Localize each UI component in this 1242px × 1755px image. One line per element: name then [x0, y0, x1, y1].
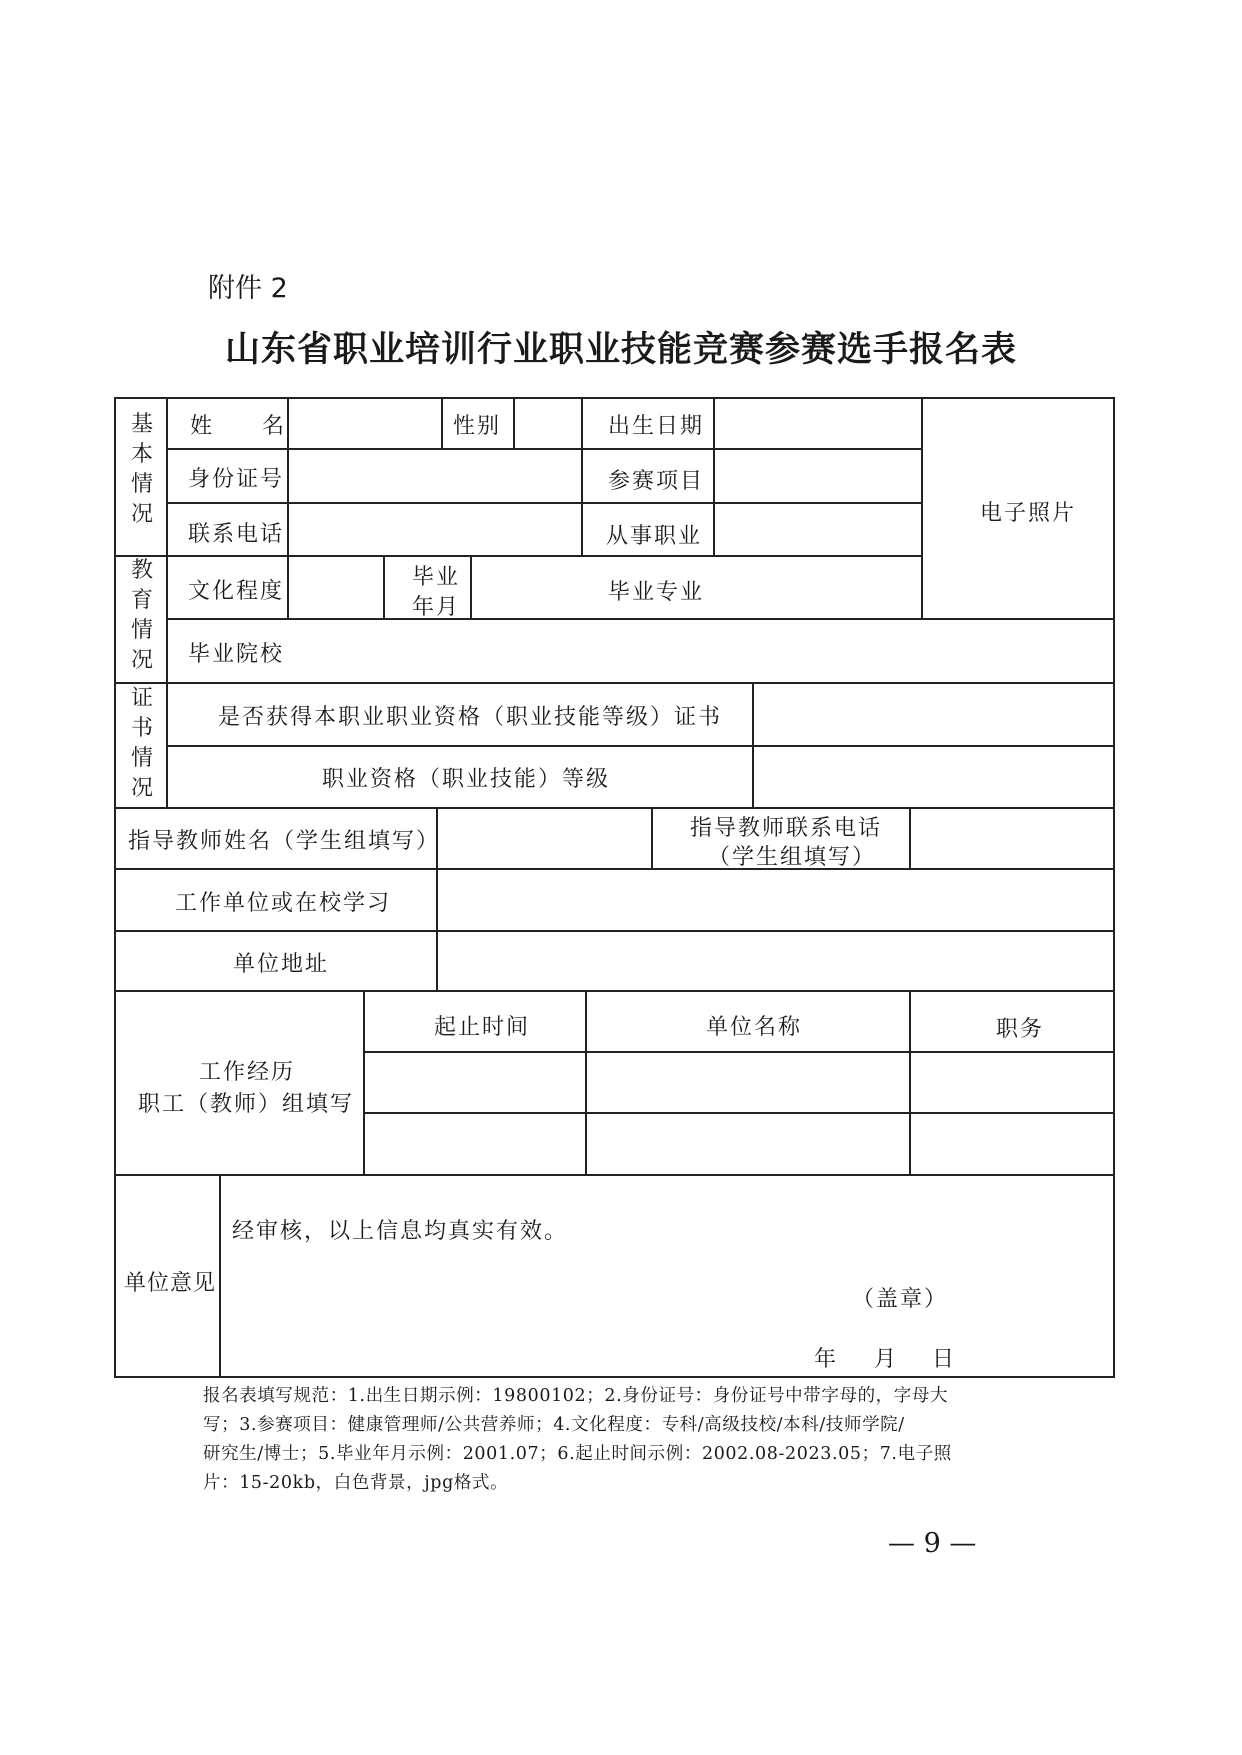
- grad-date-field[interactable]: [472, 557, 581, 618]
- instruction-line: 片：15-20kb，白色背景，jpg格式。: [203, 1473, 509, 1493]
- history-period-field-1[interactable]: [365, 1053, 585, 1112]
- section-basic-label: 基本情况: [130, 412, 153, 527]
- unit-address-label: 单位地址: [233, 952, 330, 977]
- unit-opinion-label: 单位意见: [124, 1271, 217, 1296]
- cert-level-label: 职业资格（职业技能）等级: [322, 767, 611, 792]
- gender-field[interactable]: [515, 399, 581, 448]
- form-title: 山东省职业培训行业职业技能竞赛参赛选手报名表: [224, 329, 1017, 370]
- work-history-label-line2: 职工（教师）组填写: [138, 1092, 355, 1117]
- phone-field[interactable]: [289, 504, 581, 555]
- birth-date-field[interactable]: [715, 399, 921, 448]
- occupation-field[interactable]: [715, 504, 921, 555]
- major-field[interactable]: [715, 557, 921, 618]
- teacher-phone-label-line1: 指导教师联系电话: [690, 816, 883, 841]
- grad-date-label-line2: 年月: [412, 595, 461, 620]
- date-year-label: 年: [814, 1347, 839, 1372]
- page-number: — 9 —: [888, 1528, 977, 1559]
- teacher-name-field[interactable]: [438, 809, 651, 868]
- name-label: 姓 名: [190, 414, 287, 439]
- photo-label: 电子照片: [980, 501, 1077, 526]
- unit-address-field[interactable]: [438, 932, 1113, 990]
- history-unit-field-1[interactable]: [587, 1053, 909, 1112]
- opinion-text: 经审核，以上信息均真实有效。: [232, 1219, 569, 1244]
- section-certificate-label: 证书情况: [130, 686, 153, 801]
- event-label: 参赛项目: [608, 469, 705, 494]
- position-header: 职务: [996, 1017, 1045, 1042]
- section-education-label: 教育情况: [130, 558, 153, 673]
- phone-label: 联系电话: [188, 522, 285, 547]
- instruction-line: 研究生/博士；5.毕业年月示例：2001.07；6.起止时间示例：2002.08-2023.05；7.电子照: [203, 1444, 952, 1464]
- has-certificate-label: 是否获得本职业职业资格（职业技能等级）证书: [218, 705, 723, 730]
- has-certificate-field[interactable]: [754, 684, 1113, 745]
- seal-label: （盖章）: [852, 1287, 949, 1312]
- education-level-field[interactable]: [289, 557, 383, 618]
- name-field[interactable]: [289, 399, 441, 448]
- birth-date-label: 出生日期: [608, 414, 705, 439]
- work-unit-label: 工作单位或在校学习: [175, 891, 392, 916]
- event-field[interactable]: [715, 450, 921, 502]
- teacher-name-label: 指导教师姓名（学生组填写）: [128, 829, 441, 854]
- id-number-field[interactable]: [289, 450, 581, 502]
- gender-label: 性别: [453, 414, 502, 439]
- school-label: 毕业院校: [188, 642, 285, 667]
- filling-instructions: [203, 1382, 1108, 1498]
- history-period-field-2[interactable]: [365, 1114, 585, 1174]
- photo-upload[interactable]: [923, 399, 1113, 618]
- period-header: 起止时间: [434, 1015, 531, 1040]
- unit-name-header: 单位名称: [706, 1015, 803, 1040]
- major-label: 毕业专业: [608, 580, 705, 605]
- id-number-label: 身份证号: [188, 467, 285, 492]
- cert-level-field[interactable]: [754, 747, 1113, 807]
- date-day-label: 日: [932, 1347, 957, 1372]
- education-level-label: 文化程度: [188, 579, 285, 604]
- teacher-phone-field[interactable]: [911, 809, 1113, 868]
- work-unit-field[interactable]: [438, 870, 1113, 930]
- instruction-line: 报名表填写规范：1.出生日期示例：19800102；2.身份证号：身份证号中带字母的，字母大: [203, 1386, 949, 1406]
- history-unit-field-2[interactable]: [587, 1114, 909, 1174]
- school-field[interactable]: [289, 620, 1113, 682]
- teacher-phone-label-line2: （学生组填写）: [708, 845, 877, 870]
- history-position-field-1[interactable]: [911, 1053, 1113, 1112]
- work-history-label-line1: 工作经历: [199, 1060, 296, 1085]
- instruction-line: 写；3.参赛项目：健康管理师/公共营养师；4.文化程度：专科/高级技校/本科/技师学院/: [203, 1415, 905, 1435]
- history-position-field-2[interactable]: [911, 1114, 1113, 1174]
- attachment-label: 附件 2: [208, 273, 288, 304]
- occupation-label: 从事职业: [606, 524, 703, 549]
- grad-date-label-line1: 毕业: [412, 565, 461, 590]
- date-month-label: 月: [874, 1347, 899, 1372]
